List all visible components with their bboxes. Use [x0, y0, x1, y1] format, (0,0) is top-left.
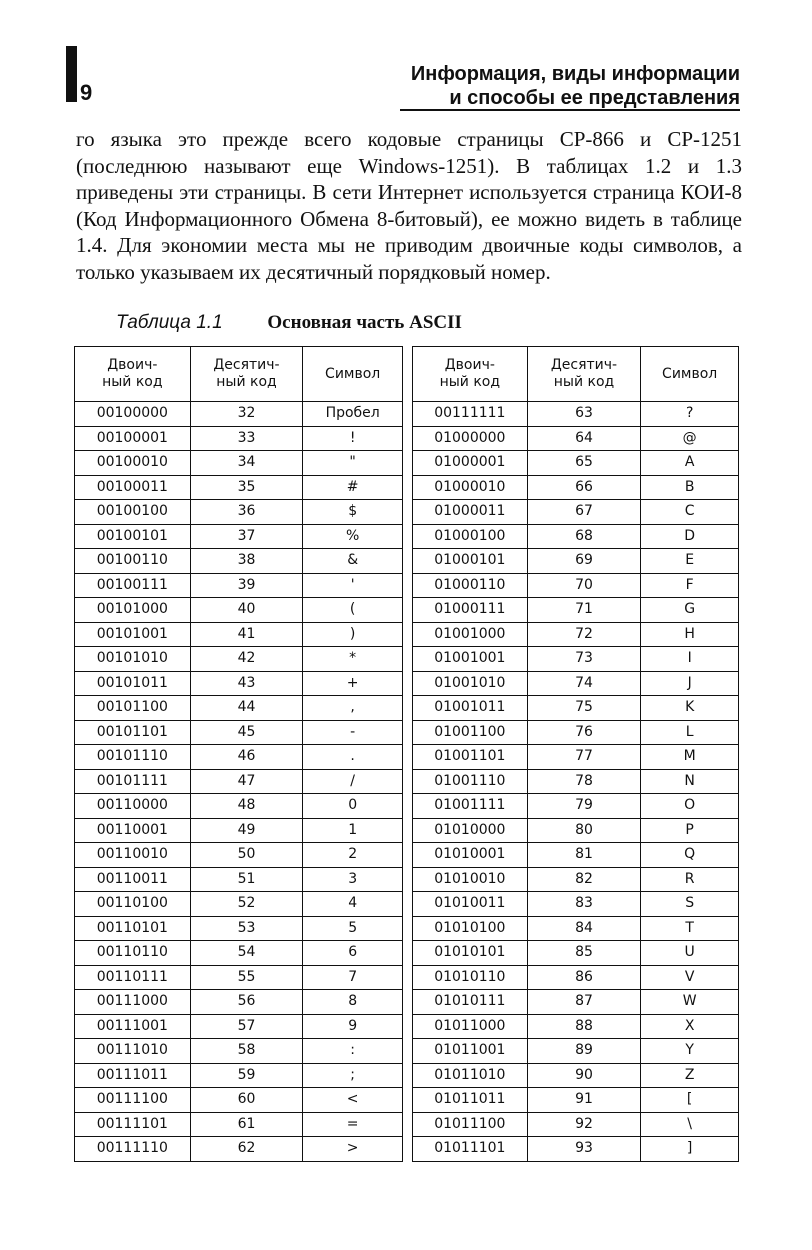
binary-code-cell: 01011010: [413, 1063, 528, 1088]
symbol-cell: C: [641, 500, 739, 525]
table-caption-label: Таблица 1.1: [116, 312, 223, 333]
decimal-code-cell: 85: [527, 941, 641, 966]
decimal-code-cell: 84: [527, 916, 641, 941]
decimal-code-cell: 63: [527, 402, 641, 427]
table-row: [75, 818, 403, 843]
table-row: [413, 549, 739, 574]
binary-code-cell: 00100101: [75, 524, 191, 549]
binary-code-cell: 01010101: [413, 941, 528, 966]
decimal-code-cell: 77: [527, 745, 641, 770]
decimal-code-cell: 54: [190, 941, 303, 966]
symbol-cell: B: [641, 475, 739, 500]
table-row: [75, 990, 403, 1015]
table-row: [413, 745, 739, 770]
table-row: [413, 1014, 739, 1039]
binary-code-cell: 01000110: [413, 573, 528, 598]
binary-code-cell: 00101101: [75, 720, 191, 745]
binary-code-cell: 00110100: [75, 892, 191, 917]
decimal-code-cell: 74: [527, 671, 641, 696]
decimal-code-cell: 71: [527, 598, 641, 623]
symbol-cell: N: [641, 769, 739, 794]
table-row: [413, 843, 739, 868]
binary-code-cell: 01010011: [413, 892, 528, 917]
decimal-code-cell: 47: [190, 769, 303, 794]
symbol-cell: ': [303, 573, 403, 598]
binary-code-cell: 00100011: [75, 475, 191, 500]
table-row: [75, 892, 403, 917]
table-row: [413, 1137, 739, 1162]
binary-code-cell: 00110000: [75, 794, 191, 819]
symbol-cell: ": [303, 451, 403, 476]
table-row: [75, 843, 403, 868]
decimal-code-cell: 42: [190, 647, 303, 672]
decimal-code-cell: 67: [527, 500, 641, 525]
symbol-cell: K: [641, 696, 739, 721]
binary-code-cell: 01010111: [413, 990, 528, 1015]
table-row: [413, 402, 739, 427]
decimal-code-cell: 43: [190, 671, 303, 696]
symbol-cell: /: [303, 769, 403, 794]
table-header-row: [75, 347, 403, 402]
binary-code-cell: 00111010: [75, 1039, 191, 1064]
table-row: [75, 451, 403, 476]
symbol-cell: F: [641, 573, 739, 598]
binary-code-cell: 00110110: [75, 941, 191, 966]
decimal-code-cell: 93: [527, 1137, 641, 1162]
table-row: [75, 696, 403, 721]
binary-code-cell: 01001000: [413, 622, 528, 647]
binary-code-cell: 01001110: [413, 769, 528, 794]
symbol-cell: 9: [303, 1014, 403, 1039]
decimal-code-cell: 72: [527, 622, 641, 647]
decimal-code-cell: 89: [527, 1039, 641, 1064]
table-row: [413, 1112, 739, 1137]
symbol-cell: 1: [303, 818, 403, 843]
page-edge-mark: [66, 46, 77, 102]
binary-code-cell: 00110011: [75, 867, 191, 892]
symbol-cell: 6: [303, 941, 403, 966]
binary-code-cell: 00111000: [75, 990, 191, 1015]
decimal-code-cell: 87: [527, 990, 641, 1015]
decimal-code-cell: 41: [190, 622, 303, 647]
decimal-code-cell: 44: [190, 696, 303, 721]
chapter-title-line-2: и способы ее представления: [449, 87, 740, 109]
binary-code-cell: 01001100: [413, 720, 528, 745]
symbol-cell: J: [641, 671, 739, 696]
decimal-code-cell: 88: [527, 1014, 641, 1039]
symbol-cell: O: [641, 794, 739, 819]
symbol-cell: >: [303, 1137, 403, 1162]
ascii-table-left: [74, 346, 403, 1162]
table-row: [75, 671, 403, 696]
binary-code-cell: 01000010: [413, 475, 528, 500]
table-row: [413, 916, 739, 941]
symbol-cell: ?: [641, 402, 739, 427]
decimal-code-cell: 57: [190, 1014, 303, 1039]
table-row: [413, 769, 739, 794]
binary-code-cell: 01011001: [413, 1039, 528, 1064]
binary-code-cell: 01010110: [413, 965, 528, 990]
table-body-left: [75, 402, 403, 1162]
symbol-cell: H: [641, 622, 739, 647]
binary-code-cell: 01010010: [413, 867, 528, 892]
table-row: [75, 598, 403, 623]
page-number: 9: [80, 80, 93, 105]
table-row: [75, 965, 403, 990]
binary-code-cell: 01000000: [413, 426, 528, 451]
decimal-code-cell: 49: [190, 818, 303, 843]
table-row: [413, 524, 739, 549]
binary-code-cell: 00101011: [75, 671, 191, 696]
chapter-title: [411, 62, 740, 110]
symbol-cell: 5: [303, 916, 403, 941]
decimal-code-cell: 39: [190, 573, 303, 598]
decimal-code-cell: 73: [527, 647, 641, 672]
binary-code-cell: 00100111: [75, 573, 191, 598]
table-row: [413, 696, 739, 721]
symbol-cell: %: [303, 524, 403, 549]
decimal-code-cell: 58: [190, 1039, 303, 1064]
decimal-code-cell: 81: [527, 843, 641, 868]
binary-code-cell: 01011100: [413, 1112, 528, 1137]
table-row: [75, 1137, 403, 1162]
binary-code-cell: 00111001: [75, 1014, 191, 1039]
table-row: [413, 892, 739, 917]
symbol-cell: =: [303, 1112, 403, 1137]
binary-code-cell: 00101001: [75, 622, 191, 647]
symbol-cell: D: [641, 524, 739, 549]
symbol-cell: U: [641, 941, 739, 966]
binary-code-cell: 01000101: [413, 549, 528, 574]
body-paragraph: го языка это прежде всего кодовые страницы CP-866 и CP-1251 (последнюю называют еще Windows-1251). В таблицах 1.2 и 1.3 приведены эти страницы. В сети Интернет используется страница КОИ-8 (Код Информационного Обмена 8-битовый), ее можно видеть в таблице 1.4. Для экономии места мы не приводим двоичные коды символов, а только указываем их десятичный порядковый номер.: [76, 127, 742, 284]
table-row: [75, 867, 403, 892]
symbol-cell: A: [641, 451, 739, 476]
decimal-code-cell: 86: [527, 965, 641, 990]
binary-code-cell: 01001101: [413, 745, 528, 770]
binary-code-cell: 01000100: [413, 524, 528, 549]
table-row: [75, 769, 403, 794]
binary-code-cell: 01011011: [413, 1088, 528, 1113]
binary-code-cell: 01000011: [413, 500, 528, 525]
binary-code-cell: 00100100: [75, 500, 191, 525]
table-row: [75, 524, 403, 549]
header-symbol: Символ: [303, 347, 403, 402]
binary-code-cell: 00101111: [75, 769, 191, 794]
symbol-cell: 8: [303, 990, 403, 1015]
symbol-cell: *: [303, 647, 403, 672]
symbol-cell: $: [303, 500, 403, 525]
symbol-cell: Q: [641, 843, 739, 868]
table-row: [413, 1039, 739, 1064]
ascii-table-right: [412, 346, 739, 1162]
table-body-right: [413, 402, 739, 1162]
binary-code-cell: 01001011: [413, 696, 528, 721]
header-rule: [400, 109, 740, 111]
decimal-code-cell: 51: [190, 867, 303, 892]
decimal-code-cell: 37: [190, 524, 303, 549]
table-row: [413, 622, 739, 647]
binary-code-cell: 00101000: [75, 598, 191, 623]
symbol-cell: X: [641, 1014, 739, 1039]
decimal-code-cell: 55: [190, 965, 303, 990]
table-row: [75, 1014, 403, 1039]
decimal-code-cell: 50: [190, 843, 303, 868]
symbol-cell: ,: [303, 696, 403, 721]
decimal-code-cell: 82: [527, 867, 641, 892]
symbol-cell: <: [303, 1088, 403, 1113]
decimal-code-cell: 61: [190, 1112, 303, 1137]
binary-code-cell: 01000111: [413, 598, 528, 623]
binary-code-cell: 00111011: [75, 1063, 191, 1088]
table-row: [75, 745, 403, 770]
header-binary-code: Двоич- ный код: [75, 347, 191, 402]
symbol-cell: 0: [303, 794, 403, 819]
binary-code-cell: 00111101: [75, 1112, 191, 1137]
symbol-cell: .: [303, 745, 403, 770]
decimal-code-cell: 60: [190, 1088, 303, 1113]
table-row: [75, 720, 403, 745]
table-row: [413, 451, 739, 476]
table-row: [413, 941, 739, 966]
decimal-code-cell: 64: [527, 426, 641, 451]
table-row: [75, 426, 403, 451]
binary-code-cell: 01011000: [413, 1014, 528, 1039]
header-symbol: Символ: [641, 347, 739, 402]
table-row: [413, 818, 739, 843]
table-row: [75, 500, 403, 525]
decimal-code-cell: 45: [190, 720, 303, 745]
table-row: [75, 622, 403, 647]
decimal-code-cell: 75: [527, 696, 641, 721]
symbol-cell: [: [641, 1088, 739, 1113]
binary-code-cell: 00100110: [75, 549, 191, 574]
decimal-code-cell: 35: [190, 475, 303, 500]
decimal-code-cell: 76: [527, 720, 641, 745]
binary-code-cell: 00101010: [75, 647, 191, 672]
symbol-cell: !: [303, 426, 403, 451]
table-row: [413, 1063, 739, 1088]
symbol-cell: @: [641, 426, 739, 451]
table-row: [75, 549, 403, 574]
table-row: [75, 402, 403, 427]
table-row: [413, 500, 739, 525]
decimal-code-cell: 90: [527, 1063, 641, 1088]
binary-code-cell: 00110111: [75, 965, 191, 990]
header-decimal-code: Десятич- ный код: [190, 347, 303, 402]
symbol-cell: &: [303, 549, 403, 574]
symbol-cell: \: [641, 1112, 739, 1137]
binary-code-cell: 00100000: [75, 402, 191, 427]
table-row: [413, 671, 739, 696]
binary-code-cell: 00111110: [75, 1137, 191, 1162]
symbol-cell: M: [641, 745, 739, 770]
table-row: [75, 1039, 403, 1064]
table-row: [413, 598, 739, 623]
symbol-cell: W: [641, 990, 739, 1015]
symbol-cell: Пробел: [303, 402, 403, 427]
binary-code-cell: 00101100: [75, 696, 191, 721]
symbol-cell: E: [641, 549, 739, 574]
table-row: [75, 1112, 403, 1137]
binary-code-cell: 00100010: [75, 451, 191, 476]
chapter-title-line-1: Информация, виды информации: [410, 63, 740, 85]
symbol-cell: 3: [303, 867, 403, 892]
table-row: [413, 475, 739, 500]
table-row: [75, 475, 403, 500]
symbol-cell: I: [641, 647, 739, 672]
table-caption: [116, 312, 462, 334]
decimal-code-cell: 52: [190, 892, 303, 917]
binary-code-cell: 00110101: [75, 916, 191, 941]
symbol-cell: +: [303, 671, 403, 696]
decimal-code-cell: 79: [527, 794, 641, 819]
binary-code-cell: 01010001: [413, 843, 528, 868]
decimal-code-cell: 69: [527, 549, 641, 574]
binary-code-cell: 01001001: [413, 647, 528, 672]
decimal-code-cell: 78: [527, 769, 641, 794]
decimal-code-cell: 83: [527, 892, 641, 917]
symbol-cell: ]: [641, 1137, 739, 1162]
decimal-code-cell: 65: [527, 451, 641, 476]
binary-code-cell: 01001010: [413, 671, 528, 696]
table-row: [75, 916, 403, 941]
decimal-code-cell: 34: [190, 451, 303, 476]
table-row: [413, 867, 739, 892]
symbol-cell: G: [641, 598, 739, 623]
decimal-code-cell: 80: [527, 818, 641, 843]
symbol-cell: -: [303, 720, 403, 745]
binary-code-cell: 01010100: [413, 916, 528, 941]
symbol-cell: R: [641, 867, 739, 892]
symbol-cell: :: [303, 1039, 403, 1064]
decimal-code-cell: 48: [190, 794, 303, 819]
symbol-cell: 7: [303, 965, 403, 990]
table-row: [75, 1088, 403, 1113]
binary-code-cell: 01010000: [413, 818, 528, 843]
table-row: [413, 720, 739, 745]
table-row: [413, 965, 739, 990]
binary-code-cell: 00110010: [75, 843, 191, 868]
symbol-cell: T: [641, 916, 739, 941]
symbol-cell: Y: [641, 1039, 739, 1064]
decimal-code-cell: 91: [527, 1088, 641, 1113]
table-row: [413, 426, 739, 451]
symbol-cell: 4: [303, 892, 403, 917]
decimal-code-cell: 36: [190, 500, 303, 525]
decimal-code-cell: 53: [190, 916, 303, 941]
symbol-cell: #: [303, 475, 403, 500]
binary-code-cell: 01000001: [413, 451, 528, 476]
binary-code-cell: 00111100: [75, 1088, 191, 1113]
decimal-code-cell: 38: [190, 549, 303, 574]
table-header-row: [413, 347, 739, 402]
header-decimal-code: Десятич- ный код: [527, 347, 641, 402]
decimal-code-cell: 68: [527, 524, 641, 549]
table-row: [413, 647, 739, 672]
table-row: [75, 941, 403, 966]
binary-code-cell: 00110001: [75, 818, 191, 843]
table-caption-title: Основная часть ASCII: [267, 312, 462, 333]
decimal-code-cell: 32: [190, 402, 303, 427]
symbol-cell: Z: [641, 1063, 739, 1088]
symbol-cell: L: [641, 720, 739, 745]
table-row: [75, 573, 403, 598]
binary-code-cell: 00111111: [413, 402, 528, 427]
symbol-cell: ): [303, 622, 403, 647]
symbol-cell: (: [303, 598, 403, 623]
table-row: [75, 1063, 403, 1088]
symbol-cell: ;: [303, 1063, 403, 1088]
decimal-code-cell: 92: [527, 1112, 641, 1137]
symbol-cell: 2: [303, 843, 403, 868]
decimal-code-cell: 46: [190, 745, 303, 770]
binary-code-cell: 01001111: [413, 794, 528, 819]
table-row: [75, 794, 403, 819]
decimal-code-cell: 62: [190, 1137, 303, 1162]
header-binary-code: Двоич- ный код: [413, 347, 528, 402]
symbol-cell: P: [641, 818, 739, 843]
binary-code-cell: 00101110: [75, 745, 191, 770]
decimal-code-cell: 70: [527, 573, 641, 598]
table-row: [413, 1088, 739, 1113]
binary-code-cell: 01011101: [413, 1137, 528, 1162]
table-row: [413, 573, 739, 598]
table-row: [75, 647, 403, 672]
symbol-cell: V: [641, 965, 739, 990]
decimal-code-cell: 33: [190, 426, 303, 451]
decimal-code-cell: 59: [190, 1063, 303, 1088]
decimal-code-cell: 56: [190, 990, 303, 1015]
binary-code-cell: 00100001: [75, 426, 191, 451]
table-row: [413, 990, 739, 1015]
table-row: [413, 794, 739, 819]
symbol-cell: S: [641, 892, 739, 917]
decimal-code-cell: 66: [527, 475, 641, 500]
decimal-code-cell: 40: [190, 598, 303, 623]
